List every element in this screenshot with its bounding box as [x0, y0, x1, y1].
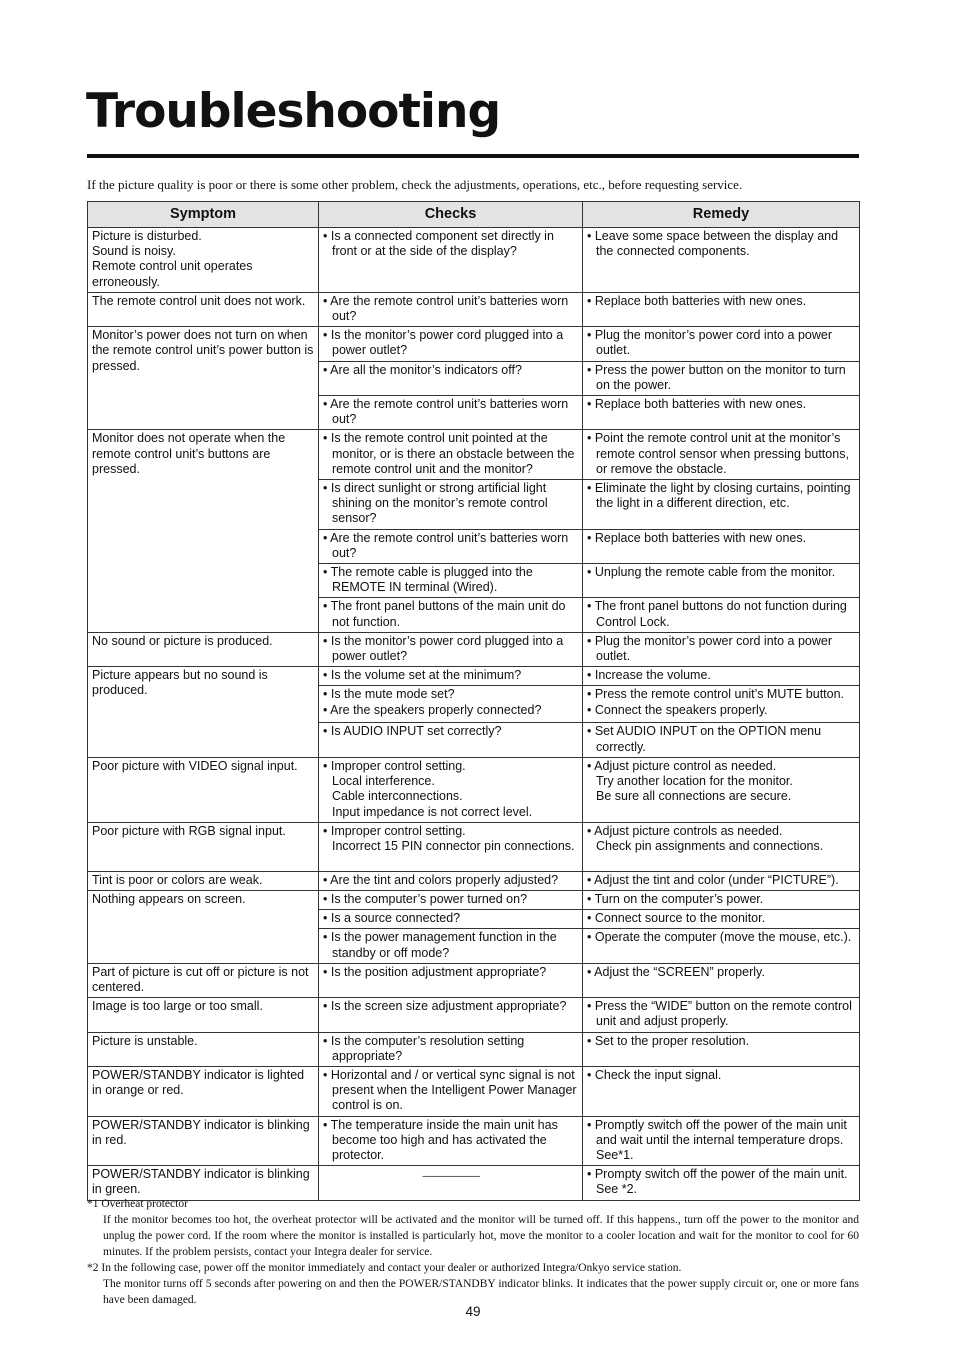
checks-cell — [319, 910, 583, 929]
page-title: Troubleshooting — [86, 84, 501, 139]
table-row — [88, 963, 860, 997]
remedy-cell — [583, 430, 860, 480]
remedy-cell — [583, 871, 860, 890]
remedy-cell — [583, 1066, 860, 1116]
checks-cell — [319, 667, 583, 686]
checks-cell — [319, 998, 583, 1032]
table-row — [88, 1066, 860, 1116]
footnote-1-heading: *1 Overheat protector — [87, 1198, 188, 1210]
remedy-cell — [583, 529, 860, 563]
checks-cell — [319, 327, 583, 361]
checks-cell — [319, 228, 583, 293]
symptom-text: POWER/STANDBY indicator is lighted in orange or red. — [92, 1067, 305, 1098]
symptom-cell — [88, 667, 319, 758]
remedy-text: • Operate the computer (move the mouse, etc.). — [587, 930, 852, 945]
remedy-text: • Press the remote control unit’s MUTE button. — [587, 687, 845, 702]
check-text: • Is a connected component set directly in front or at the side of the display? — [323, 229, 554, 259]
remedy-cell — [583, 480, 860, 530]
remedy-text: • Increase the volume. — [587, 668, 711, 683]
remedy-text: • Plug the monitor’s power cord into a power outlet. — [587, 633, 833, 664]
symptom-text: Image is too large or too small. — [92, 999, 263, 1014]
symptom-cell — [88, 1032, 319, 1066]
symptom-cell — [88, 1116, 319, 1166]
check-text: • Are the remote control unit’s batteries worn out? — [323, 397, 569, 427]
symptom-cell — [88, 632, 319, 666]
footnote-1-body: If the monitor becomes too hot, the overheat protector will be activated and the monitor will be turned off. If this happens., turn off the power to the monitor and unplug the power cord. If the room where the monitor is installed is particularly hot, move the monitor to a cooler location and wait for the monitor to cool for 60 minutes. If the problem persists, contact your Integra dealer for service. — [103, 1214, 859, 1258]
symptom-cell — [88, 1066, 319, 1116]
remedy-cell — [583, 998, 860, 1032]
footnote-2-body: The monitor turns off 5 seconds after powering on and then the POWER/STANDBY indicator blinks. It indicates that the power supply circuit or, one or more fans have been damaged. — [103, 1278, 859, 1306]
symptom-cell — [88, 1166, 319, 1200]
remedy-text: • Leave some space between the display and the connected components. — [587, 229, 839, 259]
remedy-text: • Press the “WIDE” button on the remote control unit and adjust properly. — [587, 999, 852, 1029]
remedy-text: • Press the power button on the monitor to turn on the power. — [587, 362, 846, 392]
check-text: • Is a source connected? — [323, 911, 461, 926]
table-row — [88, 228, 860, 293]
checks-cell — [319, 686, 583, 723]
remedy-text: • Adjust picture control as needed. Try another location for the monitor. Be sure all connections are secure. — [587, 758, 793, 804]
check-text: • Is the volume set at the minimum? — [323, 668, 522, 683]
remedy-cell — [583, 929, 860, 963]
checks-cell — [319, 890, 583, 909]
remedy-text: • Replace both batteries with new ones. — [587, 397, 807, 412]
remedy-cell — [583, 396, 860, 430]
checks-cell — [319, 757, 583, 822]
check-text: • Is AUDIO INPUT set correctly? — [323, 724, 502, 739]
remedy-text: • Replace both batteries with new ones. — [587, 293, 807, 308]
checks-cell — [319, 1066, 583, 1116]
check-text: • Horizontal and / or vertical sync signal is not present when the Intelligent Power Manager control is on. — [323, 1067, 577, 1113]
remedy-cell — [583, 963, 860, 997]
remedy-cell — [583, 361, 860, 395]
check-text: • Is the mute mode set? — [323, 687, 455, 702]
symptom-cell — [88, 890, 319, 963]
checks-cell — [319, 723, 583, 757]
remedy-text: • Turn on the computer’s power. — [587, 891, 764, 906]
table-row — [88, 871, 860, 890]
check-text: —————— — [422, 1171, 480, 1183]
symptom-cell — [88, 430, 319, 632]
remedy-cell — [583, 723, 860, 757]
symptom-text: POWER/STANDBY indicator is blinking in red. — [92, 1117, 310, 1147]
remedy-cell — [583, 1032, 860, 1066]
table-row — [88, 998, 860, 1032]
symptom-text: Remote control unit operates erroneously. — [92, 259, 253, 289]
check-text: • Is the monitor’s power cord plugged into a power outlet? — [323, 633, 564, 664]
check-text: • Is the computer’s resolution setting appropriate? — [323, 1033, 525, 1063]
symptom-text: Monitor does not operate when the remote control unit’s buttons are pressed. — [92, 431, 286, 476]
check-text: • Is the remote control unit pointed at the monitor, or is there an obstacle between the remote control unit and the monitor? — [323, 431, 575, 476]
symptom-text: Picture appears but no sound is produced. — [92, 668, 268, 698]
column-header-remedy: Remedy — [583, 202, 860, 228]
symptom-cell — [88, 998, 319, 1032]
checks-cell — [319, 1032, 583, 1066]
symptom-text: Monitor’s power does not turn on when the remote control unit’s power button is pressed. — [92, 328, 314, 373]
symptom-text: Picture is unstable. — [92, 1033, 198, 1048]
remedy-text: • Prompty switch off the power of the main unit. See *2. — [587, 1167, 848, 1197]
remedy-text: • Plug the monitor’s power cord into a power outlet. — [587, 328, 833, 358]
remedy-cell — [583, 686, 860, 723]
check-text: • Is the screen size adjustment appropriate? — [323, 999, 567, 1014]
check-text: • Are the remote control unit’s batteries worn out? — [323, 530, 569, 560]
symptom-text: The remote control unit does not work. — [92, 293, 306, 308]
checks-cell — [319, 929, 583, 963]
symptom-text: Poor picture with RGB signal input. — [92, 823, 286, 838]
remedy-text: • Set AUDIO INPUT on the OPTION menu correctly. — [587, 724, 822, 754]
troubleshooting-table — [87, 201, 860, 1201]
remedy-text: • Set to the proper resolution. — [587, 1033, 750, 1048]
checks-cell — [319, 598, 583, 632]
checks-cell — [319, 361, 583, 395]
checks-cell — [319, 430, 583, 480]
remedy-text: • Connect source to the monitor. — [587, 911, 766, 926]
symptom-text: Tint is poor or colors are weak. — [92, 872, 263, 887]
remedy-text: • Check the input signal. — [587, 1067, 722, 1082]
table-header-row — [88, 202, 860, 228]
symptom-cell — [88, 292, 319, 326]
table-row — [88, 890, 860, 909]
remedy-cell — [583, 1116, 860, 1166]
table-row — [88, 1032, 860, 1066]
checks-cell — [319, 564, 583, 598]
footnote-2-heading: *2 In the following case, power off the monitor immediately and contact your dealer or authorized Integra/Onkyo service station. — [87, 1262, 682, 1274]
symptom-cell — [88, 822, 319, 871]
remedy-cell — [583, 667, 860, 686]
check-text: • Is the power management function in the standby or off mode? — [323, 930, 557, 960]
check-text: • Improper control setting. Local interference. Cable interconnections. Input impedance is not correct level. — [323, 758, 533, 819]
remedy-text: • Adjust picture controls as needed. Check pin assignments and connections. — [587, 823, 824, 853]
remedy-cell — [583, 564, 860, 598]
table-row — [88, 292, 860, 326]
check-text: • Is the computer’s power turned on? — [323, 891, 528, 906]
checks-cell — [319, 822, 583, 871]
table-row — [88, 430, 860, 480]
check-text: • The front panel buttons of the main unit do not function. — [323, 599, 566, 629]
footnotes — [87, 1196, 859, 1308]
remedy-cell — [583, 598, 860, 632]
title-rule — [87, 154, 859, 158]
table-row — [88, 632, 860, 666]
checks-cell — [319, 632, 583, 666]
checks-cell — [319, 1116, 583, 1166]
check-text: • The temperature inside the main unit has become too high and has activated the protector. — [323, 1117, 558, 1162]
symptom-cell — [88, 871, 319, 890]
symptom-text: Part of picture is cut off or picture is not centered. — [92, 964, 309, 994]
checks-cell — [319, 529, 583, 563]
symptom-cell — [88, 757, 319, 822]
checks-cell — [319, 1166, 583, 1200]
symptom-cell — [88, 228, 319, 293]
remedy-text: • Adjust the “SCREEN” properly. — [587, 964, 765, 979]
remedy-text: • Eliminate the light by closing curtains, pointing the light in a different direction, etc. — [587, 481, 851, 511]
column-header-checks: Checks — [319, 202, 583, 228]
remedy-text: • Adjust the tint and color (under “PICTURE”). — [587, 872, 839, 887]
check-text: • Is direct sunlight or strong artificial light shining on the monitor’s remote control sensor? — [323, 481, 548, 526]
checks-cell — [319, 871, 583, 890]
remedy-text: • Connect the speakers properly. — [587, 702, 768, 717]
remedy-cell — [583, 228, 860, 293]
check-text: • Are the remote control unit’s batteries worn out? — [323, 293, 569, 324]
symptom-cell — [88, 327, 319, 430]
remedy-text: • Unplung the remote cable from the monitor. — [587, 565, 836, 580]
page-number: 49 — [465, 1304, 481, 1319]
check-text: • Is the position adjustment appropriate? — [323, 964, 547, 979]
check-text: • Are the speakers properly connected? — [323, 702, 542, 717]
check-text: • Are all the monitor’s indicators off? — [323, 362, 522, 377]
table-body — [88, 228, 860, 1201]
check-text: • Improper control setting. Incorrect 15 PIN connector pin connections. — [323, 823, 575, 853]
remedy-cell — [583, 890, 860, 909]
remedy-cell — [583, 292, 860, 326]
table-row — [88, 667, 860, 686]
symptom-text: POWER/STANDBY indicator is blinking in green. — [92, 1167, 310, 1197]
symptom-text: Poor picture with VIDEO signal input. — [92, 758, 298, 773]
remedy-cell — [583, 1166, 860, 1200]
symptom-cell — [88, 963, 319, 997]
checks-cell — [319, 963, 583, 997]
check-text: • Are the tint and colors properly adjusted? — [323, 872, 559, 887]
symptom-text: Sound is noisy. — [92, 244, 176, 259]
checks-cell — [319, 292, 583, 326]
remedy-cell — [583, 632, 860, 666]
table-row — [88, 327, 860, 361]
remedy-cell — [583, 757, 860, 822]
symptom-text: No sound or picture is produced. — [92, 633, 273, 648]
table-row — [88, 1116, 860, 1166]
checks-cell — [319, 396, 583, 430]
table-row — [88, 757, 860, 822]
check-text: • The remote cable is plugged into the REMOTE IN terminal (Wired). — [323, 565, 533, 595]
check-text: • Is the monitor’s power cord plugged into a power outlet? — [323, 328, 564, 358]
intro-text: If the picture quality is poor or there is some other problem, check the adjustments, operations, etc., before requesting service. — [87, 177, 743, 192]
table-row — [88, 1166, 860, 1200]
checks-cell — [319, 480, 583, 530]
column-header-symptom: Symptom — [88, 202, 319, 228]
remedy-cell — [583, 822, 860, 871]
symptom-text: Picture is disturbed. — [92, 229, 202, 243]
remedy-text: • Point the remote control unit at the monitor’s remote control sensor when pressing buttons, or remove the obstacle. — [587, 431, 849, 476]
table-row — [88, 822, 860, 871]
remedy-text: • The front panel buttons do not function during Control Lock. — [587, 599, 847, 629]
remedy-text: • Replace both batteries with new ones. — [587, 530, 807, 545]
remedy-cell — [583, 327, 860, 361]
symptom-text: Nothing appears on screen. — [92, 891, 246, 906]
remedy-text: • Promptly switch off the power of the main unit and wait until the internal temperature drops. See*1. — [587, 1117, 847, 1162]
remedy-cell — [583, 910, 860, 929]
